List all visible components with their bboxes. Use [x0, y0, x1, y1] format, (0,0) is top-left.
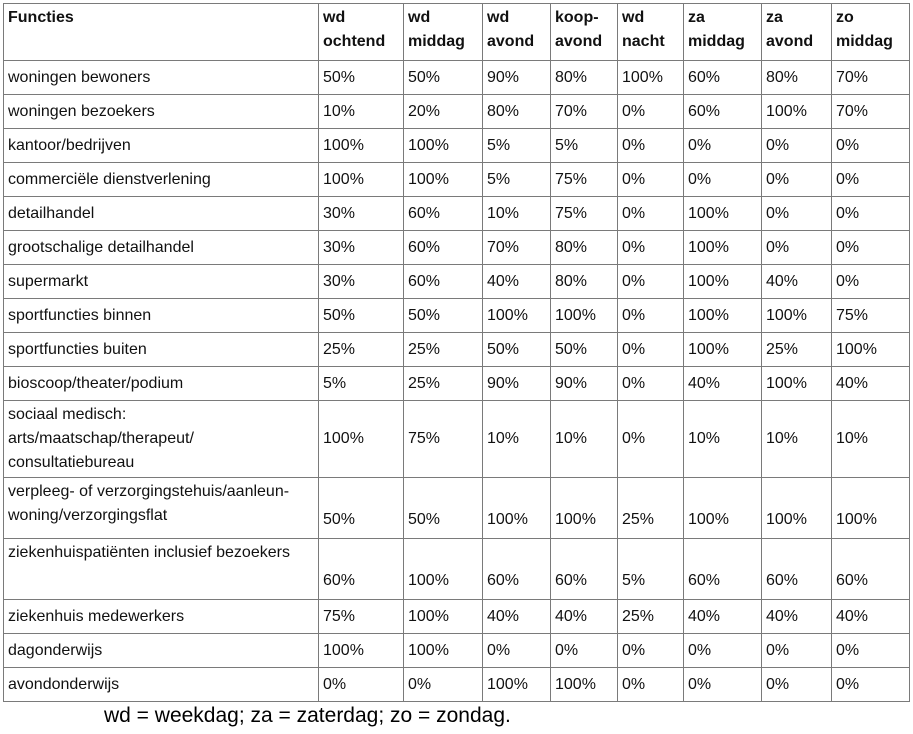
- percentage-cell: 0%: [618, 299, 684, 333]
- table-row: [4, 668, 910, 702]
- percentage-cell: 40%: [832, 600, 910, 634]
- percentage-cell: 100%: [684, 265, 762, 299]
- percentage-cell: 50%: [319, 299, 404, 333]
- percentage-cell: 50%: [551, 333, 618, 367]
- percentage-cell: 40%: [684, 367, 762, 401]
- percentage-cell: 0%: [483, 634, 551, 668]
- percentage-cell: 50%: [404, 299, 483, 333]
- percentage-cell: 25%: [618, 478, 684, 539]
- percentage-cell: 60%: [404, 231, 483, 265]
- percentage-cell: 0%: [684, 634, 762, 668]
- percentage-cell: 40%: [483, 600, 551, 634]
- percentage-cell: 70%: [832, 95, 910, 129]
- function-cell: [4, 163, 319, 197]
- percentage-cell: 30%: [319, 231, 404, 265]
- function-label-line: consultatiebureau: [8, 454, 135, 471]
- percentage-cell: 100%: [483, 668, 551, 702]
- percentage-cell: 10%: [319, 95, 404, 129]
- percentage-cell: 60%: [832, 539, 910, 600]
- header-label-line: za: [766, 9, 783, 26]
- percentage-cell: 0%: [832, 634, 910, 668]
- function-label-line: avondonderwijs: [8, 675, 120, 693]
- function-label-line: woningen bezoekers: [8, 102, 155, 120]
- header-period: [483, 4, 551, 61]
- percentage-cell: 100%: [483, 299, 551, 333]
- function-label-line: sportfuncties buiten: [8, 340, 147, 358]
- percentage-cell: 100%: [404, 129, 483, 163]
- percentage-cell: 60%: [684, 95, 762, 129]
- function-label-line: dagonderwijs: [8, 641, 103, 659]
- percentage-cell: 0%: [684, 668, 762, 702]
- table-row: [4, 634, 910, 668]
- header-label-line: middag: [688, 33, 745, 50]
- percentage-cell: 0%: [832, 129, 910, 163]
- percentage-cell: 0%: [618, 634, 684, 668]
- percentage-cell: 10%: [483, 401, 551, 478]
- percentage-cell: 25%: [404, 333, 483, 367]
- percentage-cell: 50%: [319, 61, 404, 95]
- percentage-cell: 25%: [404, 367, 483, 401]
- percentage-cell: 60%: [762, 539, 832, 600]
- percentage-cell: 0%: [762, 634, 832, 668]
- percentage-cell: 100%: [319, 129, 404, 163]
- header-row: [4, 4, 910, 61]
- percentage-cell: 75%: [404, 401, 483, 478]
- function-cell: [4, 299, 319, 333]
- percentage-cell: 100%: [319, 163, 404, 197]
- percentage-cell: 100%: [762, 367, 832, 401]
- percentage-cell: 10%: [762, 401, 832, 478]
- table-row: [4, 600, 910, 634]
- percentage-cell: 10%: [483, 197, 551, 231]
- percentage-cell: 90%: [551, 367, 618, 401]
- percentage-cell: 0%: [618, 95, 684, 129]
- header-period: [762, 4, 832, 61]
- header-period: [832, 4, 910, 61]
- percentage-cell: 100%: [551, 299, 618, 333]
- percentage-cell: 0%: [618, 333, 684, 367]
- percentage-cell: 0%: [618, 129, 684, 163]
- function-label-line: supermarkt: [8, 272, 89, 290]
- percentage-cell: 100%: [483, 478, 551, 539]
- percentage-cell: 60%: [551, 539, 618, 600]
- percentage-cell: 100%: [319, 634, 404, 668]
- percentage-cell: 90%: [483, 367, 551, 401]
- function-cell: [4, 333, 319, 367]
- percentage-cell: 100%: [319, 401, 404, 478]
- function-cell: [4, 367, 319, 401]
- percentage-cell: 40%: [762, 600, 832, 634]
- table-row: [4, 197, 910, 231]
- percentage-cell: 0%: [618, 668, 684, 702]
- percentage-cell: 30%: [319, 197, 404, 231]
- table-row: [4, 163, 910, 197]
- percentage-cell: 75%: [551, 197, 618, 231]
- percentage-cell: 25%: [618, 600, 684, 634]
- header-label-line: middag: [408, 33, 465, 50]
- percentage-cell: 0%: [762, 129, 832, 163]
- header-label-line: zo: [836, 9, 854, 26]
- function-cell: [4, 401, 319, 478]
- percentage-cell: 100%: [404, 163, 483, 197]
- function-cell: [4, 634, 319, 668]
- percentage-cell: 100%: [762, 299, 832, 333]
- percentage-cell: 0%: [618, 367, 684, 401]
- percentage-cell: 75%: [551, 163, 618, 197]
- function-label-line: woning/verzorgingsflat: [8, 507, 168, 524]
- header-label-line: wd: [487, 9, 510, 26]
- header-period: [404, 4, 483, 61]
- percentage-cell: 0%: [618, 231, 684, 265]
- percentage-cell: 100%: [684, 333, 762, 367]
- percentage-cell: 0%: [551, 634, 618, 668]
- percentage-cell: 0%: [832, 231, 910, 265]
- function-label-line: sportfuncties binnen: [8, 306, 152, 324]
- header-period: [684, 4, 762, 61]
- percentage-cell: 60%: [483, 539, 551, 600]
- table-row: [4, 401, 910, 478]
- function-label-line: ziekenhuis medewerkers: [8, 607, 185, 625]
- percentage-cell: 100%: [618, 61, 684, 95]
- header-label-line: avond: [555, 33, 603, 50]
- percentage-cell: 5%: [618, 539, 684, 600]
- percentage-cell: 0%: [618, 265, 684, 299]
- percentage-cell: 10%: [832, 401, 910, 478]
- function-label-line: commerciële dienstverlening: [8, 170, 211, 188]
- function-cell: [4, 668, 319, 702]
- occupancy-table: [3, 3, 910, 702]
- header-label-line: wd: [323, 9, 346, 26]
- percentage-cell: 80%: [762, 61, 832, 95]
- function-cell: [4, 539, 319, 600]
- function-label-line: kantoor/bedrijven: [8, 136, 131, 154]
- function-label-line: ziekenhuispatiënten inclusief bezoekers: [8, 544, 290, 561]
- percentage-cell: 100%: [404, 539, 483, 600]
- percentage-cell: 75%: [832, 299, 910, 333]
- percentage-cell: 0%: [684, 129, 762, 163]
- percentage-cell: 60%: [684, 61, 762, 95]
- percentage-cell: 60%: [404, 197, 483, 231]
- table-row: [4, 539, 910, 600]
- table-row: [4, 231, 910, 265]
- table-row: [4, 265, 910, 299]
- percentage-cell: 0%: [618, 197, 684, 231]
- percentage-cell: 100%: [832, 333, 910, 367]
- header-label-line: za: [688, 9, 705, 26]
- function-cell: [4, 197, 319, 231]
- percentage-cell: 100%: [551, 668, 618, 702]
- header-label-line: middag: [836, 33, 893, 50]
- percentage-cell: 0%: [762, 197, 832, 231]
- footnote: wd = weekdag; za = zaterdag; zo = zondag.: [104, 704, 511, 727]
- function-cell: [4, 600, 319, 634]
- function-label-line: bioscoop/theater/podium: [8, 374, 184, 392]
- function-cell: [4, 61, 319, 95]
- percentage-cell: 0%: [832, 197, 910, 231]
- percentage-cell: 0%: [762, 231, 832, 265]
- percentage-cell: 30%: [319, 265, 404, 299]
- percentage-cell: 50%: [319, 478, 404, 539]
- percentage-cell: 100%: [832, 478, 910, 539]
- percentage-cell: 70%: [551, 95, 618, 129]
- header-label-line: Functies: [8, 9, 74, 26]
- function-label-line: woningen bewoners: [8, 68, 151, 86]
- percentage-cell: 0%: [832, 265, 910, 299]
- percentage-cell: 80%: [551, 265, 618, 299]
- percentage-cell: 100%: [762, 95, 832, 129]
- function-cell: [4, 129, 319, 163]
- percentage-cell: 10%: [551, 401, 618, 478]
- header-label-line: avond: [766, 33, 814, 50]
- percentage-cell: 50%: [483, 333, 551, 367]
- percentage-cell: 75%: [319, 600, 404, 634]
- percentage-cell: 100%: [404, 634, 483, 668]
- percentage-cell: 5%: [551, 129, 618, 163]
- percentage-cell: 100%: [551, 478, 618, 539]
- header-functies: [4, 4, 319, 61]
- table-row: [4, 367, 910, 401]
- table-row: [4, 61, 910, 95]
- function-label-line: verpleeg- of verzorgingstehuis/aanleun-: [8, 483, 290, 500]
- header-period: [319, 4, 404, 61]
- percentage-cell: 40%: [762, 265, 832, 299]
- table-body: [4, 61, 910, 702]
- percentage-cell: 80%: [551, 61, 618, 95]
- function-cell: [4, 265, 319, 299]
- percentage-cell: 90%: [483, 61, 551, 95]
- percentage-cell: 80%: [551, 231, 618, 265]
- header-label-line: nacht: [622, 33, 665, 50]
- percentage-cell: 0%: [762, 163, 832, 197]
- percentage-cell: 40%: [832, 367, 910, 401]
- percentage-cell: 0%: [618, 163, 684, 197]
- function-cell: [4, 231, 319, 265]
- percentage-cell: 10%: [684, 401, 762, 478]
- function-label-line: sociaal medisch:: [8, 406, 127, 423]
- percentage-cell: 60%: [404, 265, 483, 299]
- percentage-cell: 100%: [684, 478, 762, 539]
- function-label-line: arts/maatschap/therapeut/: [8, 430, 194, 447]
- percentage-cell: 0%: [832, 668, 910, 702]
- percentage-cell: 25%: [762, 333, 832, 367]
- percentage-cell: 25%: [319, 333, 404, 367]
- percentage-cell: 60%: [684, 539, 762, 600]
- percentage-cell: 100%: [762, 478, 832, 539]
- header-label-line: wd: [408, 9, 431, 26]
- percentage-cell: 70%: [832, 61, 910, 95]
- header-period: [551, 4, 618, 61]
- percentage-cell: 20%: [404, 95, 483, 129]
- table-row: [4, 129, 910, 163]
- table-row: [4, 95, 910, 129]
- percentage-cell: 0%: [762, 668, 832, 702]
- header-label-line: avond: [487, 33, 535, 50]
- table-row: [4, 333, 910, 367]
- percentage-cell: 70%: [483, 231, 551, 265]
- percentage-cell: 100%: [684, 299, 762, 333]
- function-cell: [4, 95, 319, 129]
- percentage-cell: 60%: [319, 539, 404, 600]
- function-label-line: detailhandel: [8, 204, 95, 222]
- percentage-cell: 0%: [319, 668, 404, 702]
- percentage-cell: 100%: [684, 231, 762, 265]
- header-label-line: wd: [622, 9, 645, 26]
- percentage-cell: 100%: [684, 197, 762, 231]
- percentage-cell: 100%: [404, 600, 483, 634]
- header-period: [618, 4, 684, 61]
- function-cell: [4, 478, 319, 539]
- percentage-cell: 40%: [684, 600, 762, 634]
- header-label-line: ochtend: [323, 33, 386, 50]
- percentage-cell: 40%: [551, 600, 618, 634]
- percentage-cell: 0%: [684, 163, 762, 197]
- percentage-cell: 5%: [483, 129, 551, 163]
- header-label-line: koop-: [555, 9, 599, 26]
- percentage-cell: 0%: [618, 401, 684, 478]
- table-row: [4, 299, 910, 333]
- table-row: [4, 478, 910, 539]
- percentage-cell: 80%: [483, 95, 551, 129]
- percentage-cell: 5%: [319, 367, 404, 401]
- percentage-cell: 0%: [404, 668, 483, 702]
- percentage-cell: 50%: [404, 478, 483, 539]
- percentage-cell: 50%: [404, 61, 483, 95]
- function-label-line: grootschalige detailhandel: [8, 238, 194, 256]
- percentage-cell: 0%: [832, 163, 910, 197]
- percentage-cell: 5%: [483, 163, 551, 197]
- percentage-cell: 40%: [483, 265, 551, 299]
